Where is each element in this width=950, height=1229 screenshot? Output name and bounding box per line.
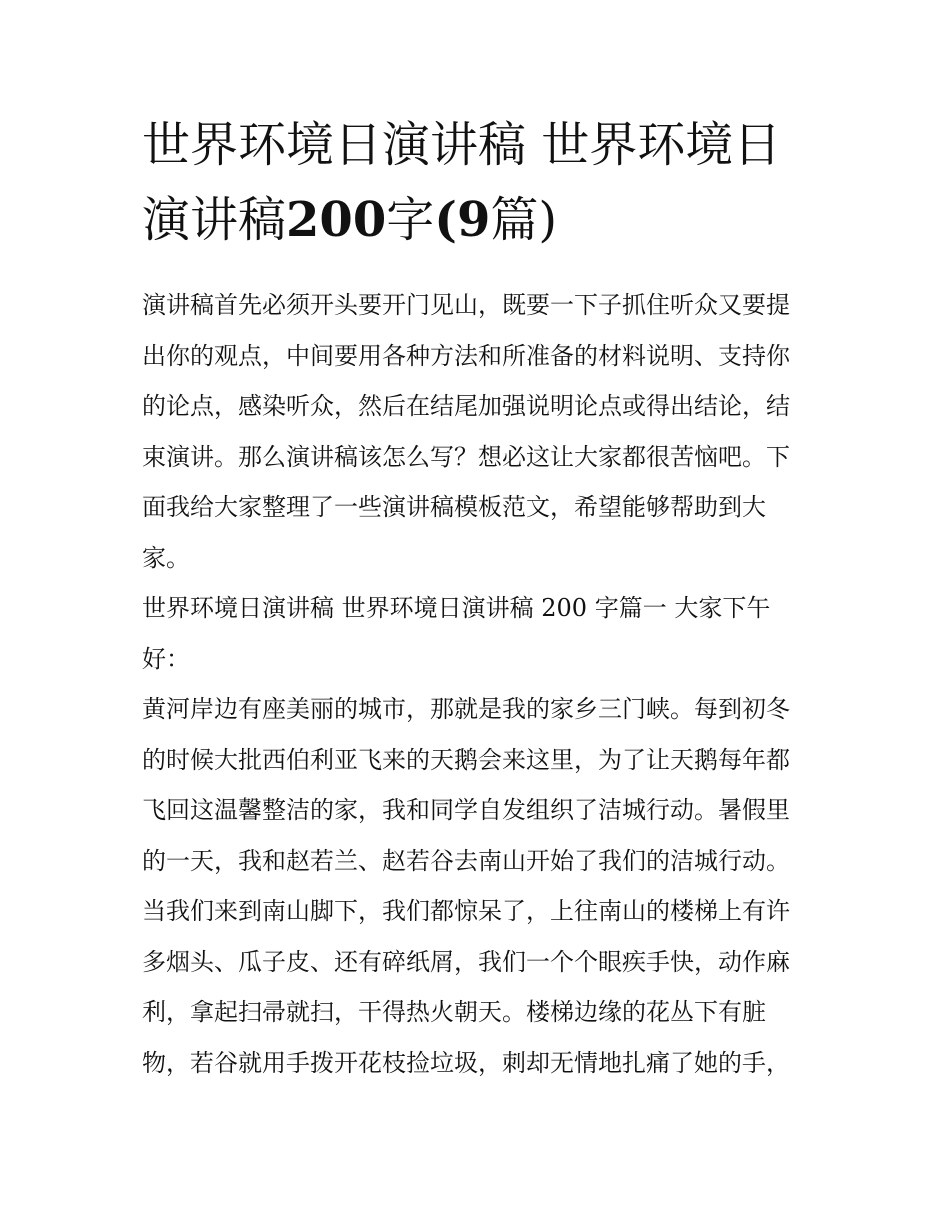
title-line-1: 世界环境日演讲稿 世界环境日 <box>142 117 782 173</box>
title-line-2-suffix: 篇) <box>490 192 558 248</box>
section-body-line: 黄河岸边有座美丽的城市，那就是我的家乡三门峡。每到初冬 <box>142 695 790 723</box>
section-heading <box>142 583 814 684</box>
section-body-line: 的时候大批西伯利亚飞来的天鹅会来这里，为了让天鹅每年都 <box>142 745 790 774</box>
document-page <box>142 108 814 1088</box>
section-body-line: 物，若谷就用手拨开花枝捡垃圾，刺却无情地扎痛了她的手， <box>142 1048 790 1077</box>
section-body-line: 利，拿起扫帚就扫，干得热火朝天。楼梯边缘的花丛下有脏 <box>142 998 766 1026</box>
intro-line: 出你的观点，中间要用各种方法和所准备的材料说明、支持你 <box>142 341 790 370</box>
document-body <box>142 280 814 1088</box>
title-line-2-number: 200 <box>286 192 387 248</box>
section-body-paragraph <box>142 684 814 1088</box>
section-body-line: 当我们来到南山脚下，我们都惊呆了，上往南山的楼梯上有许 <box>142 897 790 925</box>
section-body-line: 多烟头、瓜子皮、还有碎纸屑，我们一个个眼疾手快，动作麻 <box>142 947 790 976</box>
title-line-2-paren: (9 <box>434 192 491 248</box>
document-title <box>142 108 814 258</box>
section-heading-line: 世界环境日演讲稿 世界环境日演讲稿 200 字篇一 大家下午 <box>142 594 771 622</box>
intro-paragraph <box>142 280 814 583</box>
title-line-2 <box>142 183 814 258</box>
section-heading-line: 好： <box>142 644 190 673</box>
intro-line: 的论点，感染听众，然后在结尾加强说明论点或得出结论，结 <box>142 392 790 420</box>
intro-line: 束演讲。那么演讲稿该怎么写？想必这让大家都很苦恼吧。下 <box>142 442 790 471</box>
intro-line: 演讲稿首先必须开头要开门见山，既要一下子抓住听众又要提 <box>142 291 790 319</box>
intro-line: 家。 <box>142 543 190 572</box>
section-body-line: 飞回这温馨整洁的家，我和同学自发组织了洁城行动。暑假里 <box>142 796 790 824</box>
intro-line: 面我给大家整理了一些演讲稿模板范文，希望能够帮助到大 <box>142 493 766 521</box>
section-body-line: 的一天，我和赵若兰、赵若谷去南山开始了我们的洁城行动。 <box>142 846 790 875</box>
title-line-2-unit: 字 <box>386 192 435 248</box>
title-line-2-prefix: 演讲稿 <box>142 192 287 248</box>
